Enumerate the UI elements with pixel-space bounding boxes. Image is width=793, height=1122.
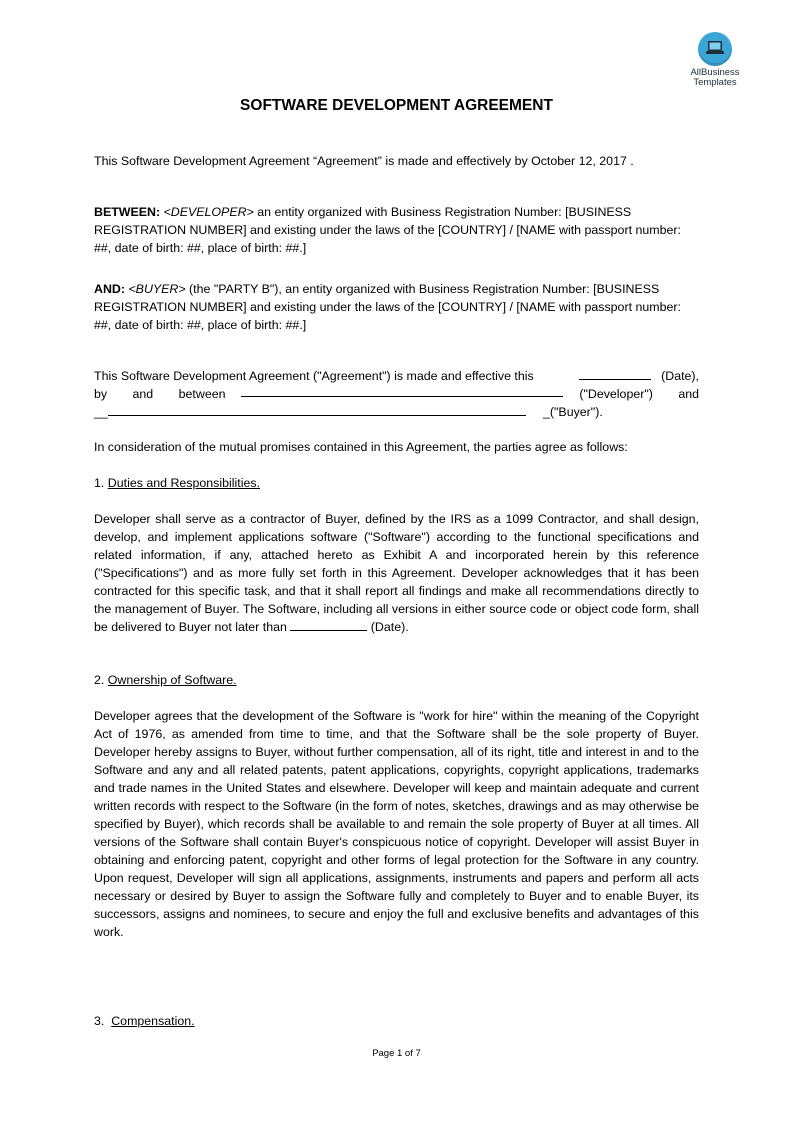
section-1-title: Duties and Responsibilities. xyxy=(107,476,261,490)
buyer-label: _("Buyer"). xyxy=(543,405,603,419)
section-1-number: 1. xyxy=(94,476,105,490)
and-label: AND: xyxy=(94,282,125,296)
section-3-number: 3. xyxy=(94,1014,105,1028)
effective-line1-text: This Software Development Agreement ("Agreement") is made and effective this xyxy=(94,369,534,383)
consideration-paragraph: In consideration of the mutual promises contained in this Agreement, the parties agree as follows: xyxy=(94,440,628,454)
delivery-date-blank[interactable] xyxy=(290,619,367,631)
developer-name-blank[interactable] xyxy=(241,385,563,397)
logo-line-2: Templates xyxy=(693,76,737,88)
section-2-body: Developer agrees that the development of the Software is "work for hire" within the meaning of the Copyright Act of 1976, as amended from time to time, and that the Software shall be the sole property of Buyer. Developer hereby assigns to Buyer, without further compensation, all of its right, title and interest in and to the Software and any and all related patents, patent applications, copyrights, copyright applications, trademarks and trade names in the United States and elsewhere. Developer will keep and maintain adequate and current written records with respect to the Software (in the form of notes, sketches, drawings and as may otherwise be specified by Buyer), which records shall be available to and remain the sole property of Buyer at all times. All versions of the Software shall contain Buyer's conspicuous notice of copyright. Developer will assist Buyer in obtaining and enforcing patent, copyright and other forms of legal protection for the Software in any country. Upon request, Developer will sign all applications, assignments, instruments and papers and perform all acts necessary or desired by Buyer to assign the Software fully and completely to Buyer and to enable Buyer, its successors, assigns and nominees, to secure and enjoy the full and exclusive benefits and advantages of this work. xyxy=(94,709,699,939)
allbusiness-logo xyxy=(682,32,748,87)
developer-placeholder: <DEVELOPER> xyxy=(163,205,254,219)
section-3-title: Compensation. xyxy=(111,1014,195,1028)
logo-line-1: AllBusiness xyxy=(690,67,740,78)
between-text: an entity organized with Business Registration Number: [BUSINESS REGISTRATION NUMBER] and existing under the laws of the [COUNTRY] / [NAME with passport number: ##, date of birth: ##, place of birth: ##.] xyxy=(94,205,681,255)
date-blank-1[interactable] xyxy=(579,368,651,380)
section-1-text: Developer shall serve as a contractor of Buyer, defined by the IRS as a 1099 Contractor, and shall design, develop, and implement applications software ("Software") according to the functional specifications and related information, if any, attached hereto as Exhibit A and incorporated herein by this reference ("Specifications") and as more fully set forth in this Agreement. Developer acknowledges that it has been contracted for this specific task, and that it shall report all findings and make all recommendations directly to the management of Buyer. The Software, including all versions in either source code or object code form, shall be delivered to Buyer not later than xyxy=(94,512,699,634)
section-3-heading xyxy=(94,1012,699,1030)
by-and-between-text: by and between xyxy=(94,387,226,401)
and-paragraph xyxy=(94,280,699,334)
section-2-title: Ownership of Software. xyxy=(107,673,237,687)
between-label: BETWEEN: xyxy=(94,205,161,219)
page-number: Page 1 of 7 xyxy=(372,1048,421,1059)
line3-prefix: __ xyxy=(94,405,108,419)
buyer-placeholder: <BUYER> xyxy=(128,282,186,296)
laptop-icon xyxy=(698,32,732,66)
developer-label: ("Developer") and xyxy=(579,387,699,401)
between-paragraph xyxy=(94,203,699,257)
section-2-number: 2. xyxy=(94,673,105,687)
section-1-body xyxy=(94,510,699,636)
intro-paragraph: This Software Development Agreement “Agreement” is made and effectively by October 12, 2017 . xyxy=(94,154,634,168)
document-title: SOFTWARE DEVELOPMENT AGREEMENT xyxy=(240,97,553,114)
section-2-heading xyxy=(94,671,699,689)
and-text: (the "PARTY B"), an entity organized with Business Registration Number: [BUSINESS REGISTRATION NUMBER] and existing under the laws of the [COUNTRY] / [NAME with passport number: ##, date of birth: ##, place of birth: ##.] xyxy=(94,282,681,332)
effective-date-label: (Date), xyxy=(661,369,699,383)
effective-paragraph xyxy=(94,367,699,421)
section-1-end: (Date). xyxy=(370,620,409,634)
buyer-name-blank[interactable] xyxy=(108,404,526,416)
section-1-heading xyxy=(94,474,699,492)
